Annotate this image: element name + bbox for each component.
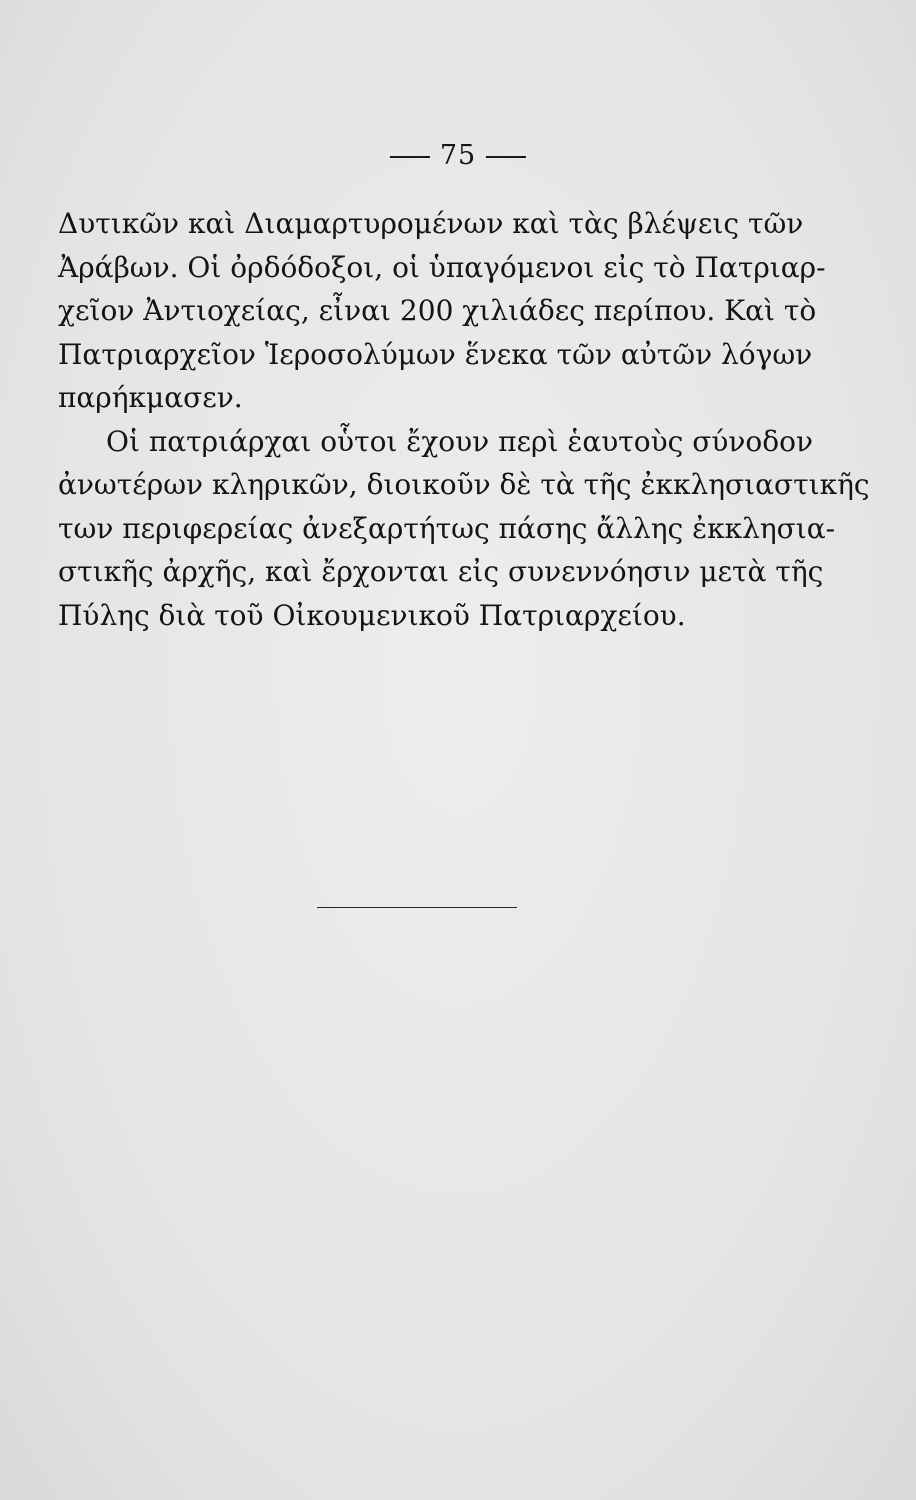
text-line: ἀνωτέρων κληρικῶν, διοικοῦν δὲ τὰ τῆς ἐκκλησιαστικῆς bbox=[58, 468, 870, 501]
paragraph-2 bbox=[58, 420, 870, 638]
page-number-header bbox=[0, 140, 916, 171]
text-line: Ἀράβων. Οἱ ὀρδόδοξοι, οἱ ὑπαγόμενοι εἰς τὸ Πατριαρ- bbox=[58, 250, 826, 284]
text-line: παρήκμασεν. bbox=[58, 381, 243, 414]
text-line: Οἱ πατριάρχαι οὗτοι ἔχουν περὶ ἑαυτοὺς σύνοδον bbox=[106, 424, 813, 458]
text-line: στικῆς ἀρχῆς, καὶ ἔρχονται εἰς συνεννόησιν μετὰ τῆς bbox=[58, 555, 824, 588]
text-line: Δυτικῶν καὶ Διαμαρτυρομένων καὶ τὰς βλέψεις τῶν bbox=[58, 207, 804, 240]
end-rule bbox=[317, 907, 517, 908]
text-line: Πύλης διὰ τοῦ Οἰκουμενικοῦ Πατριαρχείου. bbox=[58, 598, 686, 632]
page-number: 75 bbox=[439, 140, 477, 171]
body-text bbox=[58, 202, 870, 637]
right-dash bbox=[486, 156, 526, 158]
paragraph-1 bbox=[58, 202, 826, 420]
text-line: χεῖον Ἀντιοχείας, εἶναι 200 χιλιάδες περίπου. Καὶ τὸ bbox=[58, 294, 817, 327]
left-dash bbox=[390, 156, 430, 158]
text-line: Πατριαρχεῖον Ἱεροσολύμων ἕνεκα τῶν αὐτῶν λόγων bbox=[58, 337, 813, 371]
text-line: των περιφερείας ἀνεξαρτήτως πάσης ἄλλης ἐκκλησια- bbox=[58, 511, 836, 545]
